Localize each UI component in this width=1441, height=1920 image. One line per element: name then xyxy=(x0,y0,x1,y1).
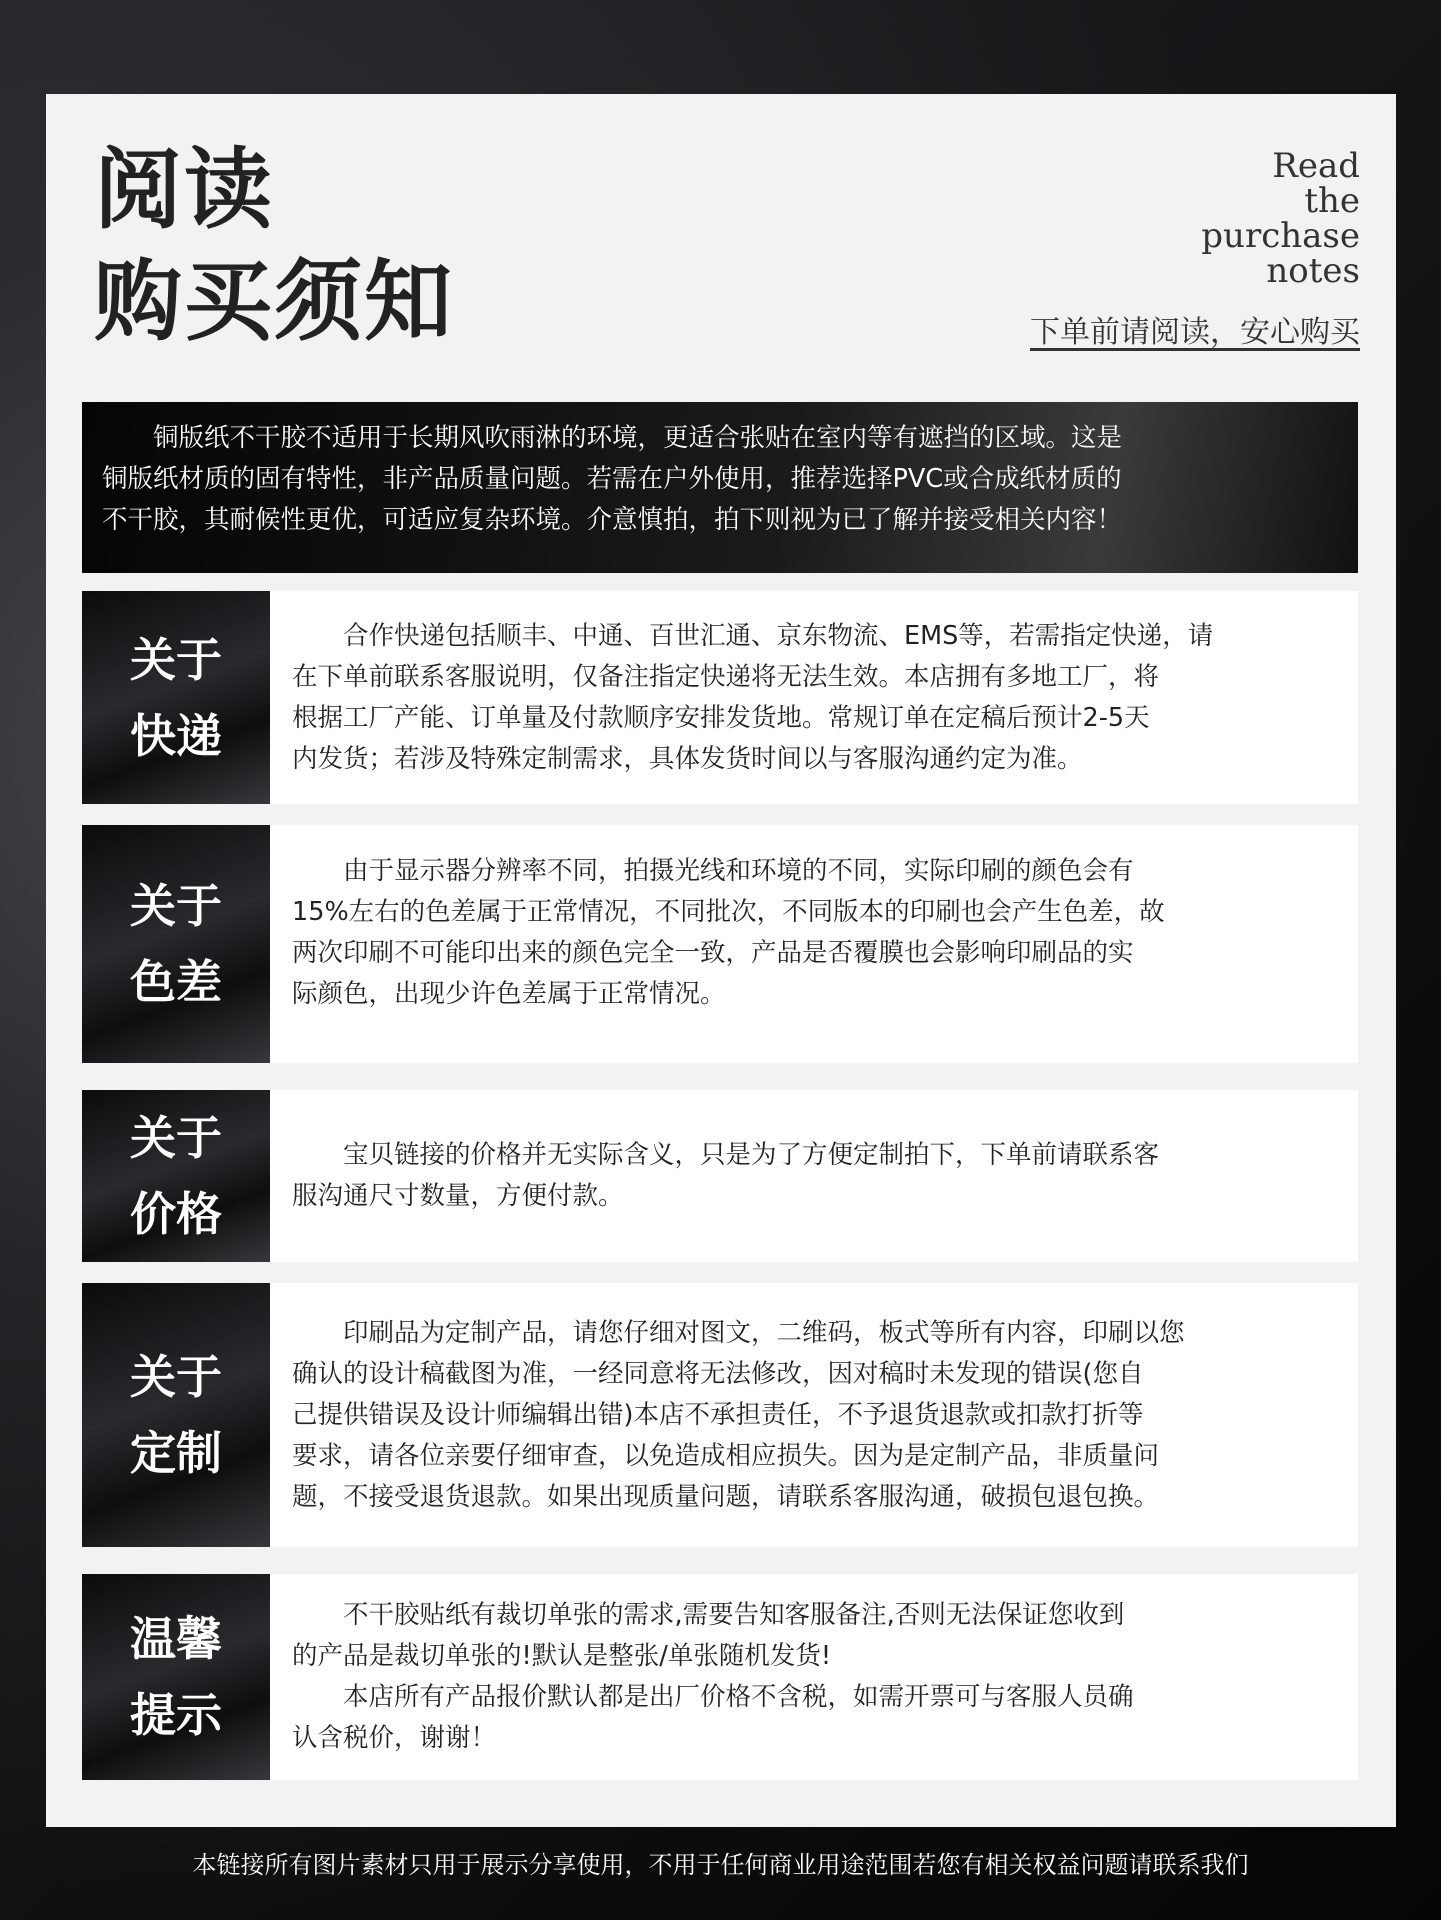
section-body xyxy=(292,1090,1338,1262)
page-title xyxy=(94,134,554,358)
body-line: 两次印刷不可能印出来的颜色完全一致，产品是否覆膜也会影响印刷品的实 xyxy=(292,938,1134,968)
body-line: 在下单前联系客服说明，仅备注指定快递将无法生效。本店拥有多地工厂，将 xyxy=(292,661,1160,692)
body-line: 合作快递包括顺丰、中通、百世汇通、京东物流、EMS等，若需指定快递，请 xyxy=(292,620,1214,651)
body-line: 认含税价，谢谢！ xyxy=(292,1723,497,1753)
body-line: 内发货；若涉及特殊定制需求，具体发货时间以与客服沟通约定为准。 xyxy=(292,743,1083,774)
subtitle-note: 下单前请阅读，安心购买 xyxy=(1030,315,1360,350)
body-line: 由于显示器分辨率不同，拍摄光线和环境的不同，实际印刷的颜色会有 xyxy=(292,856,1134,886)
body-line: 本店所有产品报价默认都是出厂价格不含税，如需开票可与客服人员确 xyxy=(292,1682,1134,1712)
section-tips xyxy=(82,1574,1358,1780)
english-title-line: the xyxy=(1304,181,1360,221)
badge-line: 快递 xyxy=(130,708,222,763)
english-title-line: Read xyxy=(1272,146,1360,186)
section-shipping xyxy=(82,591,1358,804)
english-title-line: purchase xyxy=(1201,216,1360,256)
section-body xyxy=(292,825,1338,1063)
body-line: 确认的设计稿截图为准，一经同意将无法修改，因对稿时未发现的错误(您自 xyxy=(292,1358,1144,1389)
section-badge xyxy=(82,825,270,1063)
notes-card xyxy=(46,94,1396,1827)
body-line: 要求，请各位亲要仔细审查，以免造成相应损失。因为是定制产品，非质量问 xyxy=(292,1440,1160,1471)
body-line: 服沟通尺寸数量，方便付款。 xyxy=(292,1181,624,1211)
section-customization xyxy=(82,1283,1358,1547)
intro-line: 铜版纸不干胶不适用于长期风吹雨淋的环境，更适合张贴在室内等有遮挡的区域。这是 xyxy=(102,423,1123,453)
body-line: 的产品是裁切单张的!默认是整张/单张随机发货! xyxy=(292,1641,832,1671)
intro-line: 不干胶，其耐候性更优，可适应复杂环境。介意慎拍，拍下则视为已了解并接受相关内容！ xyxy=(102,505,1123,535)
english-title-line: notes xyxy=(1266,251,1360,291)
intro-line: 铜版纸材质的固有特性，非产品质量问题。若需在户外使用，推荐选择PVC或合成纸材质的 xyxy=(102,464,1122,494)
badge-line: 关于 xyxy=(130,1111,222,1165)
section-badge xyxy=(82,591,270,804)
body-line: 宝贝链接的价格并无实际含义，只是为了方便定制拍下，下单前请联系客 xyxy=(292,1140,1160,1170)
intro-banner xyxy=(82,402,1358,573)
badge-line: 价格 xyxy=(130,1187,222,1241)
badge-line: 温馨 xyxy=(130,1612,222,1666)
section-badge xyxy=(82,1283,270,1547)
badge-line: 色差 xyxy=(130,955,222,1009)
badge-line: 定制 xyxy=(130,1426,222,1480)
section-body xyxy=(292,1283,1338,1547)
section-color-difference xyxy=(82,825,1358,1063)
title-line-1: 阅读 xyxy=(94,138,275,241)
title-line-2: 购买须知 xyxy=(94,250,455,353)
english-title xyxy=(1060,146,1360,291)
section-body xyxy=(292,591,1338,804)
badge-line: 提示 xyxy=(130,1688,222,1742)
badge-line: 关于 xyxy=(130,879,222,933)
body-line: 题，不接受退货退款。如果出现质量问题，请联系客服沟通，破损包退包换。 xyxy=(292,1481,1160,1512)
body-line: 印刷品为定制产品，请您仔细对图文，二维码，板式等所有内容，印刷以您 xyxy=(292,1317,1185,1348)
body-line: 根据工厂产能、订单量及付款顺序安排发货地。常规订单在定稿后预计2-5天 xyxy=(292,702,1150,733)
badge-line: 关于 xyxy=(130,632,222,687)
section-price xyxy=(82,1090,1358,1262)
body-line: 己提供错误及设计师编辑出错)本店不承担责任，不予退货退款或扣款打折等 xyxy=(292,1399,1144,1430)
section-badge xyxy=(82,1574,270,1780)
section-badge xyxy=(82,1090,270,1262)
body-line: 际颜色，出现少许色差属于正常情况。 xyxy=(292,979,726,1009)
body-line: 不干胶贴纸有裁切单张的需求,需要告知客服备注,否则无法保证您收到 xyxy=(292,1600,1125,1630)
footer-disclaimer: 本链接所有图片素材只用于展示分享使用，不用于任何商业用途范围若您有相关权益问题请联系我们 xyxy=(192,1851,1249,1879)
section-body xyxy=(292,1574,1338,1780)
body-line: 15%左右的色差属于正常情况，不同批次，不同版本的印刷也会产生色差，故 xyxy=(292,897,1165,927)
badge-line: 关于 xyxy=(130,1350,222,1404)
